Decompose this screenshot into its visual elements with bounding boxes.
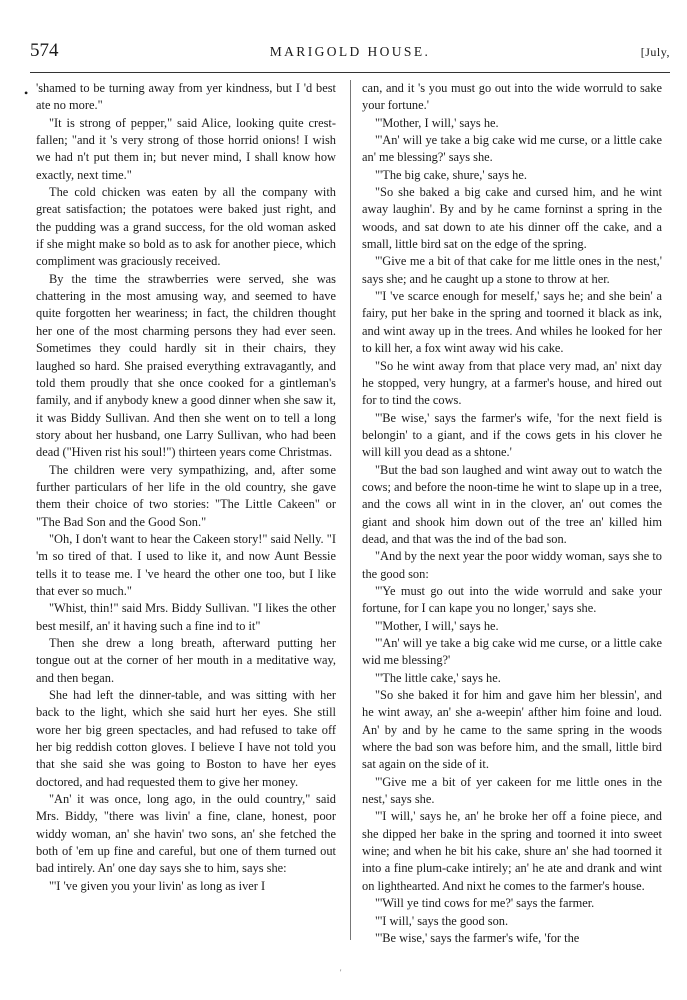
paragraph: The children were very sympathizing, and, after some further particulars of her life in the old country, she gave them their choice of two stories: "The Little Cakeen" or "The Bad Son and the Good Son." bbox=[36, 462, 336, 529]
paragraph: can, and it 's you must go out into the wide worruld to sake your fortune.' bbox=[362, 81, 662, 113]
header-rule bbox=[30, 72, 670, 73]
paragraph: "So he wint away from that place very mad, an' nixt day he stopped, very hungry, at a farmer's house, and hired out for to tind the cows. bbox=[362, 358, 662, 408]
left-column bbox=[36, 80, 336, 895]
paragraph: "It is strong of pepper," said Alice, looking quite crest-fallen; "and it 's very strong of those horrid onions! I wish we had n't put them in; but never mind, I shall know how exactly, next time." bbox=[36, 115, 336, 182]
paragraph: "'Give me a bit of that cake for me little ones in the nest,' says she; and he caught up a stone to throw at her. bbox=[362, 254, 662, 286]
margin-bullet-mark: • bbox=[24, 86, 29, 100]
right-column bbox=[362, 80, 662, 947]
paragraph: "'Mother, I will,' says he. bbox=[375, 115, 499, 130]
paragraph: "'An' will ye take a big cake wid me curse, or a little cake wid me blessing?' bbox=[362, 636, 662, 668]
paragraph: Then she drew a long breath, afterward putting her tongue out at the corner of her mouth in a meditative way, and then began. bbox=[36, 636, 336, 685]
page-header bbox=[30, 40, 670, 70]
paragraph: "So she baked a big cake and cursed him, and he wint away laughin'. By and by he came forninst a spring in the woods, and sat down to ate his dinner off the cake, and a small, little bird sat on the edge of the spring. bbox=[362, 185, 662, 252]
paragraph: "'Ye must go out into the wide worruld and sake your fortune, for I can kape you no longer,' says she. bbox=[362, 583, 662, 616]
paragraph: She had left the dinner-table, and was sitting with her back to the light, which she said hurt her eyes. She still wore her big green spectacles, and had refused to take off her big reddish cotton gloves. I believe I have not told you that she said she was going to Boston to have her eyes doctored, and had requested them to give her money. bbox=[36, 688, 336, 789]
paragraph: "'I 've given you your livin' as long as iver I bbox=[49, 878, 266, 893]
paragraph: "'I will,' says he, an' he broke her off a foine piece, and she dipped her bake in the spring and toorned it into sweet wine; and when he bit his cake, shure an' she had toorned it into a fine plum-cake intirely; an' he ate and drank and wint on lighthearted. And nixt he comes to the farmer's house. bbox=[362, 809, 662, 893]
issue-label: [July, bbox=[640, 45, 670, 59]
paragraph: "'I 've scarce enough for meself,' says he; and she bein' a fairy, put her bake in the spring and toorned it black as ink, and wint away up in the trees. And whiles he looked for her to kill her, a fox wint away wid his cake. bbox=[362, 289, 662, 356]
paragraph: "And by the next year the poor widdy woman, says she to the good son: bbox=[362, 549, 662, 581]
paragraph: "'Give me a bit of yer cakeen for me little ones in the nest,' says she. bbox=[362, 774, 662, 807]
paragraph: "Whist, thin!" said Mrs. Biddy Sullivan. "I likes the other best mesilf, an' it having such a fine ind to it" bbox=[36, 601, 336, 633]
paragraph: "'The little cake,' says he. bbox=[375, 670, 501, 685]
paragraph: "'Mother, I will,' says he. bbox=[375, 618, 499, 633]
footer-mark: ' bbox=[340, 968, 342, 977]
paragraph: "'Be wise,' says the farmer's wife, 'for the next field is belongin' to a giant, and if the cows gets in his clover he will kill you dead as a shtone.' bbox=[362, 410, 662, 460]
paragraph: "Oh, I don't want to hear the Cakeen story!" said Nelly. "I 'm so tired of that. I used to like it, and now Aunt Bessie tells it to tease me. I 've heard the other one too, but I like that ever so much." bbox=[36, 531, 336, 598]
paragraph: "But the bad son laughed and wint away out to watch the cows; and before the noon-time he wint to slape up in a tree, and the cows all wint in in the clover, an' out comes the giant and shook him down out of the tree an' killed him dead, and that was the ind of the bad son. bbox=[362, 462, 662, 546]
paragraph: "'Be wise,' says the farmer's wife, 'for the bbox=[375, 930, 580, 945]
paragraph: "'An' will ye take a big cake wid me curse, or a little cake an' me blessing?' says she. bbox=[362, 133, 662, 165]
column-divider bbox=[350, 80, 351, 940]
paragraph: 'shamed to be turning away from yer kindness, but I 'd best ate no more." bbox=[36, 81, 336, 113]
paragraph: The cold chicken was eaten by all the company with great satisfaction; the potatoes were baked just right, and the pudding was a grand success, for the old woman asked if she might make so bold as to ask for another piece, which compliment was graciously received. bbox=[36, 185, 336, 269]
paragraph: "'The big cake, shure,' says he. bbox=[375, 167, 527, 182]
paragraph: "An' it was once, long ago, in the ould country," said Mrs. Biddy, "there was livin' a fine, clane, honest, poor widdy woman, an' she havin' two sons, an' she fetched the both of 'em up fine and careful, but one of them turned out bad intirely. An' one day says she to him, says she: bbox=[36, 792, 336, 876]
running-title: MARIGOLD HOUSE. bbox=[269, 44, 431, 59]
paragraph: "'I will,' says the good son. bbox=[375, 913, 509, 928]
paragraph: By the time the strawberries were served, she was chattering in the most amusing way, and seemed to have quite forgotten her weariness; in fact, the children thought her one of the most charming persons they had ever seen. Sometimes they could hardly sit in their chairs, they laughed so hard. She praised everything extravagantly, and told them proudly that she once cooked for a gintleman's family, and if anybody knew a good dinner when she saw it, it was Biddy Sullivan. And then she went on to tell a long story about her husband, one Larry Sullivan, who had been dead ("Hiven rist his soul!") thirteen years come Christmas. bbox=[36, 271, 336, 460]
page-number: 574 bbox=[30, 40, 59, 61]
paragraph: "'Will ye tind cows for me?' says the farmer. bbox=[375, 896, 595, 911]
paragraph: "So she baked it for him and gave him her blessin', and he wint away, an' she a-weepin' afther him foine and loud. An' by and by he came to the same spring in the woods where the bad son was before him, and the small, little bird sat again on the side of it. bbox=[362, 688, 662, 772]
